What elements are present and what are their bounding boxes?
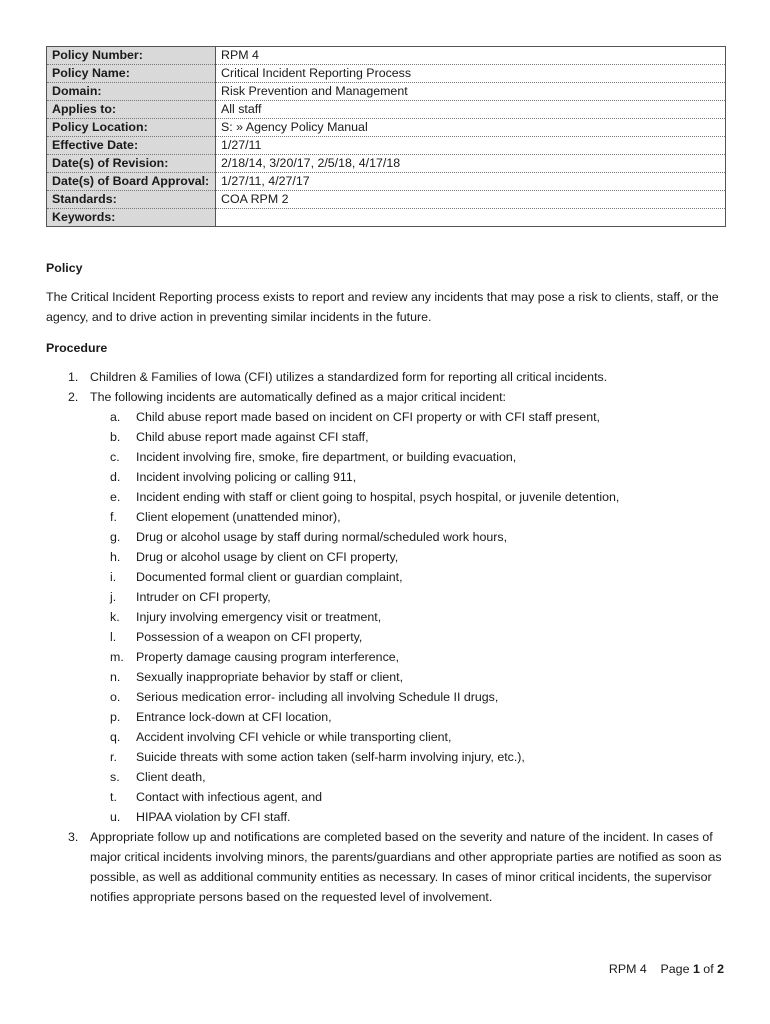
step-text: Children & Families of Iowa (CFI) utilizes a standardized form for reporting all critical incidents.	[90, 370, 608, 384]
row-value: S: » Agency Policy Manual	[216, 119, 726, 137]
policy-header-table	[46, 46, 726, 227]
list-item	[90, 567, 726, 587]
item-text: Client elopement (unattended minor),	[136, 510, 341, 524]
row-value: Critical Incident Reporting Process	[216, 65, 726, 83]
item-letter: k.	[110, 610, 120, 624]
item-text: Intruder on CFI property,	[136, 590, 271, 604]
item-text: Incident ending with staff or client going to hospital, psych hospital, or juvenile detention,	[136, 490, 620, 504]
footer-doc-id: RPM 4	[608, 962, 647, 976]
step-number: 2.	[68, 390, 79, 404]
item-text: Accident involving CFI vehicle or while transporting client,	[136, 730, 452, 744]
list-item	[46, 367, 726, 387]
item-text: Suicide threats with some action taken (self-harm involving injury, etc.),	[136, 750, 525, 764]
item-text: Incident involving fire, smoke, fire department, or building evacuation,	[136, 450, 517, 464]
list-item	[90, 527, 726, 547]
step-number: 1.	[68, 370, 79, 384]
item-text: Documented formal client or guardian complaint,	[136, 570, 403, 584]
list-item	[90, 687, 726, 707]
item-letter: p.	[110, 710, 121, 724]
item-text: Injury involving emergency visit or treatment,	[136, 610, 382, 624]
step-number: 3.	[68, 830, 79, 844]
list-item	[90, 647, 726, 667]
item-letter: u.	[110, 810, 121, 824]
list-item	[90, 607, 726, 627]
procedure-steps	[46, 367, 726, 907]
row-value: 1/27/11, 4/27/17	[216, 173, 726, 191]
table-row	[47, 83, 726, 101]
list-item	[46, 387, 726, 827]
list-item	[90, 787, 726, 807]
footer-page-of: of	[703, 962, 714, 976]
table-row	[47, 155, 726, 173]
item-letter: j.	[110, 590, 117, 604]
item-text: Drug or alcohol usage by client on CFI property,	[136, 550, 399, 564]
list-item	[46, 827, 726, 907]
item-letter: s.	[110, 770, 120, 784]
row-value: RPM 4	[216, 47, 726, 65]
incident-list	[90, 407, 726, 827]
list-item	[90, 667, 726, 687]
document-page	[46, 46, 726, 907]
list-item	[90, 627, 726, 647]
item-letter: a.	[110, 410, 121, 424]
row-value	[216, 209, 726, 227]
table-row	[47, 191, 726, 209]
item-text: Child abuse report made based on incident on CFI property or with CFI staff present,	[136, 410, 600, 424]
item-letter: l.	[110, 630, 117, 644]
procedure-heading: Procedure	[46, 341, 108, 355]
row-value: All staff	[216, 101, 726, 119]
list-item	[90, 407, 726, 427]
row-label: Applies to:	[47, 101, 216, 119]
row-label: Keywords:	[47, 209, 216, 227]
table-row	[47, 101, 726, 119]
row-value: 1/27/11	[216, 137, 726, 155]
table-row	[47, 209, 726, 227]
row-label: Date(s) of Board Approval:	[47, 173, 216, 191]
row-label: Policy Number:	[47, 47, 216, 65]
row-label: Effective Date:	[47, 137, 216, 155]
list-item	[90, 447, 726, 467]
step-text: Appropriate follow up and notifications are completed based on the severity and nature of the incident. In cases of major critical incidents involving minors, the parents/guardians and other appropriate parties are notified as soon as possible, as well as additional community entities as necessary. In cases of minor critical incidents, the supervisor notifies appropriate persons based on the requested level of involvement.	[90, 830, 722, 904]
item-text: Drug or alcohol usage by staff during normal/scheduled work hours,	[136, 530, 508, 544]
item-letter: m.	[110, 650, 124, 664]
table-row	[47, 119, 726, 137]
list-item	[90, 547, 726, 567]
row-label: Domain:	[47, 83, 216, 101]
table-row	[47, 173, 726, 191]
item-letter: f.	[110, 510, 117, 524]
item-letter: c.	[110, 450, 120, 464]
footer-page-total: 2	[717, 962, 724, 976]
item-text: HIPAA violation by CFI staff.	[136, 810, 291, 824]
item-text: Entrance lock-down at CFI location,	[136, 710, 332, 724]
list-item	[90, 587, 726, 607]
item-letter: h.	[110, 550, 121, 564]
item-letter: o.	[110, 690, 121, 704]
item-letter: i.	[110, 570, 117, 584]
row-value: Risk Prevention and Management	[216, 83, 726, 101]
policy-heading: Policy	[46, 261, 83, 275]
table-row	[47, 47, 726, 65]
item-text: Serious medication error- including all involving Schedule II drugs,	[136, 690, 499, 704]
list-item	[90, 807, 726, 827]
item-text: Possession of a weapon on CFI property,	[136, 630, 363, 644]
step-text: The following incidents are automatically defined as a major critical incident:	[90, 390, 506, 404]
item-text: Property damage causing program interference,	[136, 650, 400, 664]
row-label: Standards:	[47, 191, 216, 209]
list-item	[90, 487, 726, 507]
item-letter: e.	[110, 490, 121, 504]
table-row	[47, 65, 726, 83]
list-item	[90, 747, 726, 767]
item-letter: r.	[110, 750, 117, 764]
list-item	[90, 727, 726, 747]
item-text: Contact with infectious agent, and	[136, 790, 322, 804]
footer-page-current: 1	[692, 962, 700, 976]
item-text: Client death,	[136, 770, 206, 784]
item-letter: g.	[110, 530, 121, 544]
item-letter: d.	[110, 470, 121, 484]
list-item	[90, 507, 726, 527]
row-label: Policy Location:	[47, 119, 216, 137]
list-item	[90, 427, 726, 447]
page-footer	[609, 962, 724, 976]
list-item	[90, 767, 726, 787]
item-letter: b.	[110, 430, 121, 444]
row-value: COA RPM 2	[216, 191, 726, 209]
item-text: Sexually inappropriate behavior by staff or client,	[136, 670, 404, 684]
row-label: Policy Name:	[47, 65, 216, 83]
item-text: Child abuse report made against CFI staff,	[136, 430, 369, 444]
item-text: Incident involving policing or calling 911,	[136, 470, 357, 484]
item-letter: n.	[110, 670, 121, 684]
row-value: 2/18/14, 3/20/17, 2/5/18, 4/17/18	[216, 155, 726, 173]
row-label: Date(s) of Revision:	[47, 155, 216, 173]
table-row	[47, 137, 726, 155]
item-letter: t.	[110, 790, 117, 804]
list-item	[90, 707, 726, 727]
policy-text: The Critical Incident Reporting process exists to report and review any incidents that may pose a risk to clients, staff, or the agency, and to drive action in preventing similar incidents in the future.	[46, 290, 719, 324]
item-letter: q.	[110, 730, 121, 744]
list-item	[90, 467, 726, 487]
footer-page-label: Page	[660, 962, 690, 976]
